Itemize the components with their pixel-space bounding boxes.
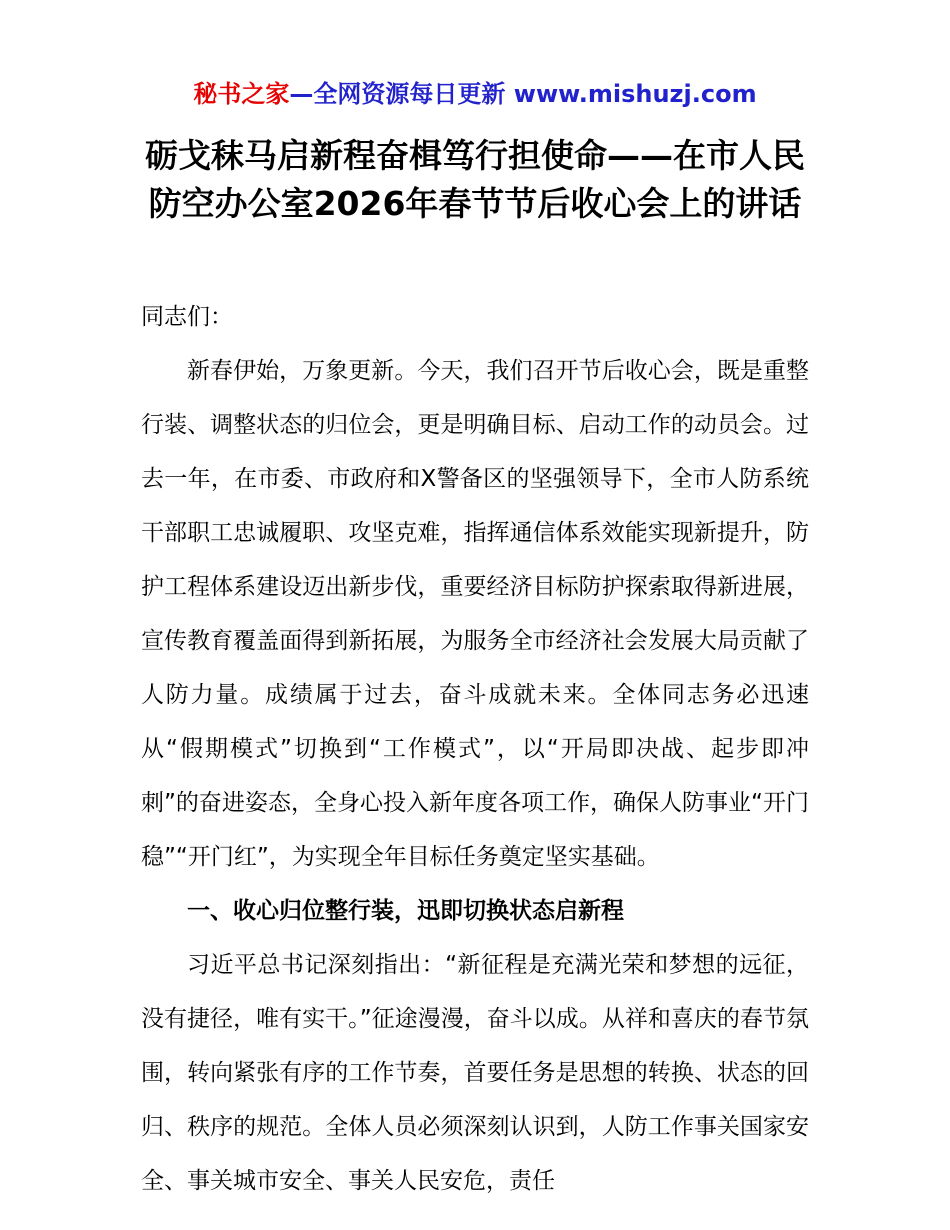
- salutation-line: 同志们：: [141, 304, 233, 330]
- site-brand-text: 秘书之家: [193, 80, 290, 108]
- document-body: [141, 290, 809, 1208]
- site-header: [141, 78, 809, 110]
- document-title: 砺戈秣马启新程奋楫笃行担使命——在市人民防空办公室2026年春节节后收心会上的讲话: [145, 136, 805, 223]
- paragraph-section-1: 习近平总书记深刻指出：“新征程是充满光荣和梦想的远征，没有捷径，唯有实干。”征途漫漫，奋斗以成。从祥和喜庆的春节氛围，转向紧张有序的工作节奏，首要任务是思想的转换、状态的回归、秩序的规范。全体人员必须深刻认识到，人防工作事关国家安全、事关城市安全、事关人民安危，责任: [141, 952, 809, 1194]
- paragraph-intro: 新春伊始，万象更新。今天，我们召开节后收心会，既是重整行装、调整状态的归位会，更是明确目标、启动工作的动员会。过去一年，在市委、市政府和X警备区的坚强领导下，全市人防系统干部职工忠诚履职、攻坚克难，指挥通信体系效能实现新提升，防护工程体系建设迈出新步伐，重要经济目标防护探索取得新进展，宣传教育覆盖面得到新拓展，为服务全市经济社会发展大局贡献了人防力量。成绩属于过去，奋斗成就未来。全体同志务必迅速从“假期模式”切换到“工作模式”，以“开局即决战、起步即冲刺”的奋进姿态，全身心投入新年度各项工作，确保人防事业“开门稳”“开门红”，为实现全年目标任务奠定坚实基础。: [141, 358, 809, 870]
- section-heading-1: 一、收心归位整行装，迅即切换状态启新程: [187, 898, 624, 924]
- site-url-link[interactable]: www.mishuzj.com: [513, 80, 757, 108]
- site-tagline-text: —全网资源每日更新: [289, 80, 514, 108]
